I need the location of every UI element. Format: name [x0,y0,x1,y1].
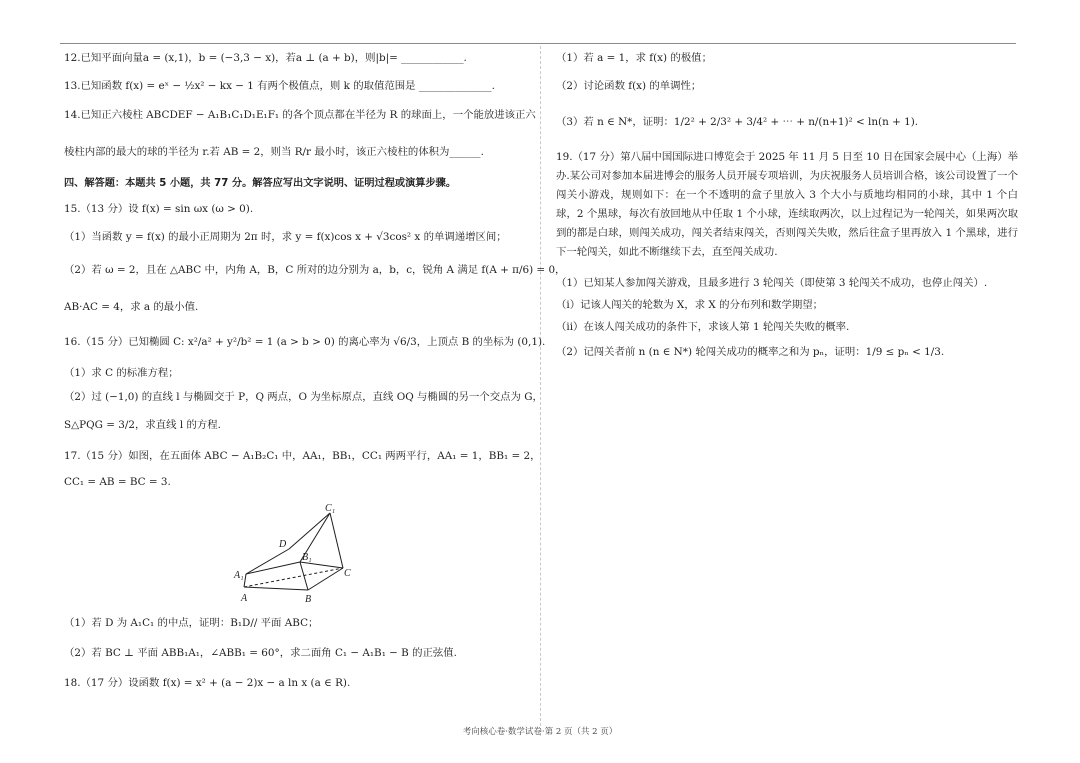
question-19-part-1-ii: （ii）在该人闯关成功的条件下，求该人第 1 轮闯关失败的概率. [556,321,850,333]
pentahedron-figure [172,452,362,605]
question-18-part-1: （1）若 a = 1，求 f(x) 的极值； [556,52,712,64]
question-16-part-2b: S△PQG = 3/2，求直线 l 的方程. [64,419,221,431]
section-4-heading: 四、解答题：本题共 5 小题，共 77 分。解答应写出文字说明、证明过程或演算步骤。 [64,178,457,189]
question-17-stem-a: 17.（15 分）如图，在五面体 ABC − A₁B₂C₁ 中，AA₁，BB₁，CC₁ 两两平行，AA₁ = 1，BB₁ = 2， [64,450,541,462]
question-18-part-3: （3）若 n ∈ N*，证明：1/2² + 2/3² + 3/4² + ⋯ + n/(n+1)² < ln(n + 1). [556,116,919,128]
header-rule [60,43,1016,44]
question-18-stem: 18.（17 分）设函数 f(x) = x² + (a − 2)x − a ln x (a ∈ R). [64,677,351,689]
label-B1: B₁ [302,552,312,563]
question-17-part-1: （1）若 D 为 A₁C₁ 的中点，证明：B₁D// 平面 ABC； [64,617,319,629]
question-17-stem-b: CC₁ = AB = BC = 3. [64,476,171,488]
label-B: B [305,594,312,605]
label-A1: A₁ [234,570,244,581]
question-14-line-2: 棱柱内部的最大的球的半径为 r.若 AB = 2，则当 R/r 最小时，该正六棱柱的体积为______. [64,146,484,158]
question-19-part-1-i: （i）记该人闯关的轮数为 X，求 X 的分布列和数学期望； [556,299,824,311]
label-C1: C₁ [325,503,336,514]
question-15-part-1: （1）当函数 y = f(x) 的最小正周期为 2π 时，求 y = f(x)cos x + √3cos² x 的单调递增区间； [64,231,507,243]
question-16-part-1: （1）求 C 的标准方程； [64,367,179,379]
question-14-line-1: 14.已知正六棱柱 ABCDEF − A₁B₁C₁D₁E₁F₁ 的各个顶点都在半径为 R 的球面上，一个能放进该正六 [64,109,536,121]
question-17-part-2: （2）若 BC ⊥ 平面 ABB₁A₁，∠ABB₁ = 60°，求二面角 C₁ − A₁B₁ − B 的正弦值. [64,647,457,659]
question-16-stem: 16.（15 分）已知椭圆 C: x²/a² + y²/b² = 1 (a > b > 0) 的离心率为 √6/3，上顶点 B 的坐标为 (0,1). [64,336,546,348]
question-19-stem: 19.（17 分）第八届中国国际进口博览会于 2025 年 11 月 5 日至 10 日在国家会展中心（上海）举办.某公司对参加本届进博会的服务人员开展专项培训，为庆祝服务人员培训合格，该公司设置了一个闯关小游戏，规则如下：在一个不透明的盒子里放入 3 个大小与质地均相同的小球，其中 1 个白球，2 个黑球，每次有放回地从中任取 1 个小球，连续取两次，以上过程记为一轮闯关，如果两次取到的都是白球，则闯关成功，闯关者结束闯关，否则闯关失败，然后往盒子里再放入 1 个黑球，进行下一轮闯关，如此不断继续下去，直至闯关成功. [556,151,1018,258]
question-15-part-2a: （2）若 ω = 2，且在 △ABC 中，内角 A，B，C 所对的边分别为 a，b，c，锐角 A 满足 f(A + π/6) = 0， [64,264,566,276]
question-19-part-2: （2）记闯关者前 n (n ∈ N*) 轮闯关成功的概率之和为 pₙ，证明：1/9 ≤ pₙ < 1/3. [556,346,945,358]
label-D: D [279,539,287,550]
question-15-stem: 15.（13 分）设 f(x) = sin ωx (ω > 0). [64,203,254,215]
question-16-part-2a: （2）过 (−1,0) 的直线 l 与椭圆交于 P，Q 两点，O 为坐标原点，直线 OQ 与椭圆的另一个交点为 G， [64,391,543,403]
question-13: 13.已知函数 f(x) = eˣ − ½x² − kx − 1 有两个极值点，则 k 的取值范围是 ______________. [64,80,495,92]
question-18-part-2: （2）讨论函数 f(x) 的单调性； [556,80,702,92]
question-12: 12.已知平面向量a = (x,1)，b = (−3,3 − x)，若a ⊥ (a + b)，则|b|= ____________. [64,52,467,64]
question-19-part-1: （1）已知某人参加闯关游戏，且最多进行 3 轮闯关（即使第 3 轮闯关不成功，也停止闯关）. [556,277,988,289]
question-15-part-2b: AB·AC = 4，求 a 的最小值. [64,301,199,313]
page-footer: 考向核心卷·数学试卷·第 2 页（共 2 页） [462,727,618,737]
label-A: A [241,593,248,604]
label-C: C [344,568,351,579]
